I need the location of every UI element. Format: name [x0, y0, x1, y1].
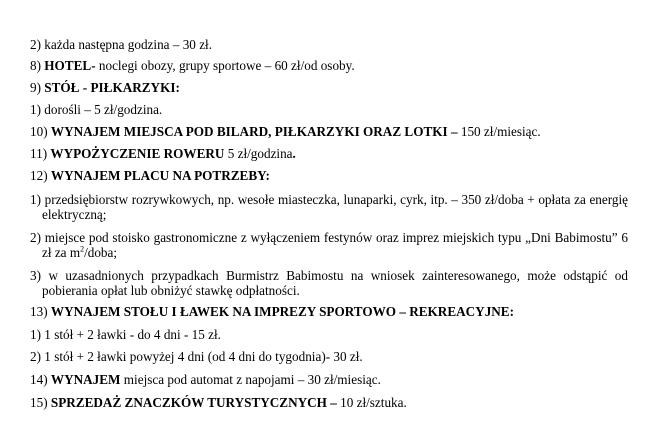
section-heading: 12) WYNAJEM PLACU NA POTRZEBY: [30, 168, 270, 183]
list-item: 11) WYPOŻYCZENIE ROWERU 5 zł/godzina. [30, 146, 296, 161]
section-heading: 13) WYNAJEM STOŁU I ŁAWEK NA IMPREZY SPORTOWO – REKREACYJNE: [30, 304, 514, 319]
list-item: 2) każda następna godzina – 30 zł. [30, 37, 213, 52]
list-item: 10) WYNAJEM MIEJSCA POD BILARD, PIŁKARZYKI ORAZ LOTKI – 150 zł/miesiąc. [30, 124, 541, 139]
section-heading: 9) STÓŁ - PIŁKARZYKI: [30, 80, 180, 95]
list-item: 8) HOTEL- noclegi obozy, grupy sportowe – 60 zł/od osoby. [30, 58, 355, 73]
list-item: 15) SPRZEDAŻ ZNACZKÓW TURYSTYCZNYCH – 10 zł/sztuka. [30, 395, 407, 410]
list-item: 14) WYNAJEM miejsca pod automat z napojami – 30 zł/miesiąc. [30, 372, 381, 387]
list-item: 2) miejsce pod stoisko gastronomiczne z wyłączeniem festynów oraz imprez miejskich typu „Dni Babimostu” 6 zł za $m^2$/doba; [30, 230, 628, 260]
list-item: 1) 1 stół + 2 ławki - do 4 dni - 15 zł. [30, 327, 221, 342]
list-item: 1) dorośli – 5 zł/godzina. [30, 102, 163, 117]
list-item: 2) 1 stół + 2 ławki powyżej 4 dni (od 4 dni do tygodnia)- 30 zł. [30, 349, 363, 364]
list-item: 1) przedsiębiorstw rozrywkowych, np. wesołe miasteczka, lunaparki, cyrk, itp. – 350 zł/doba + opłata za energię elektryczną; [30, 192, 629, 222]
list-item: 3) w uzasadnionych przypadkach Burmistrz Babimostu na wniosek zainteresowanego, może odstąpić od pobierania opłat lub obniżyć stawkę odpłatności. [30, 268, 628, 298]
